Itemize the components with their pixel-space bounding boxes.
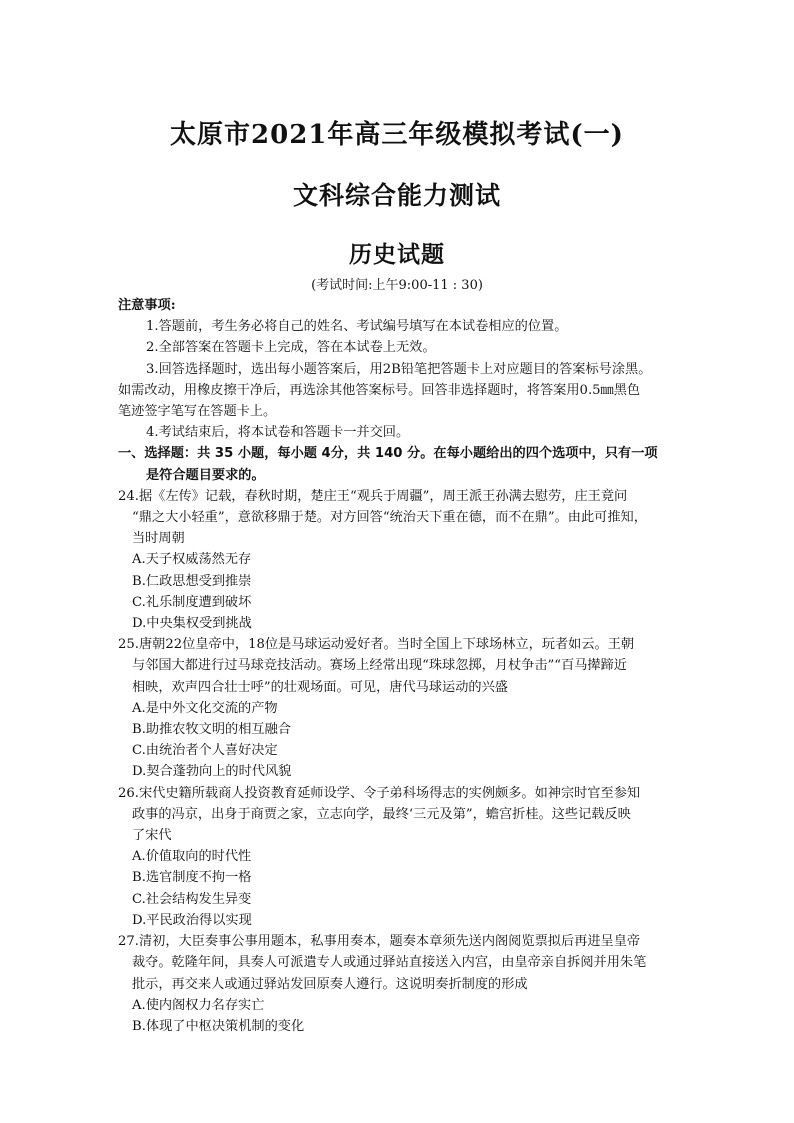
question-stem: 政事的冯京，出身于商贾之家，立志向学，最终‘三元及第”，蟾宫折桂。这些记载反映 <box>132 806 631 822</box>
exam-subtitle: 文科综合能力测试 <box>292 181 501 210</box>
answer-option-b: B.助推农牧文明的相互融合 <box>132 722 291 738</box>
question-stem: “鼎之大小轻重”，意欲移鼎于楚。对方回答“统治天下重在德，而不在鼎”。由此可推知， <box>132 510 647 526</box>
question-stem: 24.据《左传》记载，春秋时期，楚庄王“观兵于周疆”，周王派王孙满去慰劳，庄王竟问 <box>118 488 628 504</box>
answer-option-d: D.平民政治得以实现 <box>132 912 252 928</box>
answer-option-d: D.中央集权受到挑战 <box>132 616 252 632</box>
answer-option-b: B.仁政思想受到推崇 <box>132 573 252 589</box>
notice-item: 1.答题前，考生务必将自己的姓名、考试编号填写在本试卷相应的位置。 <box>146 319 568 335</box>
question-stem: 与邻国大都进行过马球竞技活动。赛场上经常出现“珠球忽掷，月杖争击”“百马撵蹄近 <box>132 658 627 674</box>
answer-option-b: B.选官制度不拘一格 <box>132 870 252 886</box>
answer-option-c: C.社会结构发生异变 <box>132 891 252 907</box>
question-stem: 批示，再交来人或通过驿站发回原奏人遵行。这说明奏折制度的形成 <box>132 976 528 992</box>
notice-item: 笔迹签字笔写在答题卡上。 <box>118 404 277 420</box>
notice-item: 4.考试结束后，将本试卷和答题卡一并交回。 <box>146 425 410 441</box>
answer-option-c: C.礼乐制度遭到破坏 <box>132 594 252 610</box>
exam-body <box>118 295 678 1037</box>
section-heading: 一、选择题：共 35 小题，每小题 4分，共 140 分。在每小题给出的四个选项中，只有一项 <box>118 446 658 462</box>
exam-time: (考试时间:上午9:00-11 : 30) <box>311 278 483 293</box>
question-stem: 相映，欢声四合壮士呼”的壮观场面。可见，唐代马球运动的兴盛 <box>132 679 508 695</box>
question-stem: 当时周朝 <box>132 531 185 547</box>
question-stem: 26.宋代史籍所载商人投资教育延师设学、令子弟科场得志的实例颇多。如神宗时官至参知 <box>118 785 641 801</box>
question-stem: 27.清初，大臣奏事公事用题本，私事用奏本，题奏本章须先送内阁阅览票拟后再进呈皇帝 <box>118 934 641 950</box>
notice-item: 2.全部答案在答题卡上完成，答在本试卷上无效。 <box>146 340 436 356</box>
notice-item: 3.回答选择题时，选出每小题答案后，用2B铅笔把答题卡上对应题目的答案标号涂黑。 <box>146 361 652 377</box>
answer-option-a: A.价值取向的时代性 <box>132 849 252 865</box>
question-26 <box>118 783 678 931</box>
answer-option-b: B.体现了中枢决策机制的变化 <box>132 1018 305 1034</box>
question-stem: 25.唐朝22位皇帝中，18位是马球运动爱好者。当时全国上下球场林立，玩者如云。王朝 <box>118 637 635 653</box>
answer-option-a: A.使内阁权力名存实亡 <box>132 997 265 1013</box>
question-27 <box>118 931 678 1037</box>
notice-item: 如需改动，用橡皮擦干净后，再选涂其他答案标号。回答非选择题时，将答案用0.5㎜黑色 <box>118 382 641 398</box>
answer-option-d: D.契合蓬勃向上的时代风貌 <box>132 764 292 780</box>
answer-option-c: C.由统治者个人喜好决定 <box>132 743 278 759</box>
question-stem: 了宋代 <box>132 828 172 844</box>
section-heading-cont: 是符合题目要求的。 <box>146 467 265 483</box>
subject-title: 历史试题 <box>349 241 445 268</box>
question-24 <box>118 486 678 634</box>
notice-heading: 注意事项: <box>118 298 176 313</box>
answer-option-a: A.天子权威荡然无存 <box>132 552 252 568</box>
exam-title: 太原市2021年高三年级模拟考试(一) <box>170 120 624 150</box>
question-25 <box>118 634 678 782</box>
question-stem: 裁夺。乾隆年间，具奏人可派遣专人或通过驿站直接送入内宫，由皇帝亲自拆阅并用朱笔 <box>132 955 647 971</box>
answer-option-a: A.是中外文化交流的产物 <box>132 700 278 716</box>
